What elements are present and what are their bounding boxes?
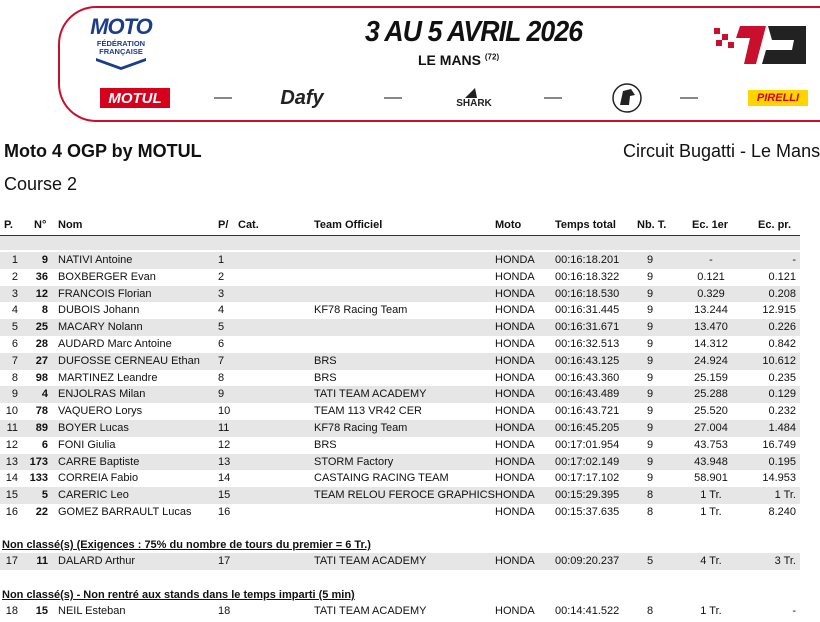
- cell-team: TATI TEAM ACADEMY: [314, 555, 427, 567]
- cell-name: AUDARD Marc Antoine: [58, 338, 172, 350]
- cell-pos: 14: [5, 472, 18, 485]
- cell-name: CORREIA Fabio: [58, 472, 139, 485]
- cell-pos: 2: [11, 270, 18, 283]
- cell-moto: HONDA: [495, 455, 535, 468]
- cell-laps: 9: [646, 438, 654, 451]
- cell-gap-first: 58.901: [694, 472, 728, 485]
- cell-gap-prev: 0.226: [768, 321, 796, 334]
- cell-gap-prev: 1 Tr.: [774, 489, 796, 502]
- cell-num: 22: [35, 506, 48, 518]
- cell-laps: 8: [646, 506, 654, 518]
- cell-gap-first: -: [709, 254, 713, 266]
- cell-num: 9: [41, 254, 48, 266]
- cell-gap-prev: 10.612: [762, 354, 796, 367]
- cell-name: DUFOSSE CERNEAU Ethan: [58, 354, 200, 367]
- cell-laps: 9: [646, 254, 654, 266]
- col-name: Nom: [58, 219, 83, 231]
- table-row: [0, 386, 800, 403]
- cell-pos: 8: [11, 371, 18, 384]
- cell-gap-prev: 0.121: [768, 270, 796, 283]
- cell-p: 7: [218, 354, 225, 367]
- motul-logo: MOTUL: [100, 88, 170, 108]
- cell-laps: 9: [646, 388, 654, 401]
- col-laps: Nb. T.: [637, 219, 667, 231]
- cell-moto: HONDA: [495, 405, 535, 418]
- ffm-chevron-icon: [96, 58, 146, 70]
- cell-gap-prev: -: [792, 254, 796, 266]
- cell-pos: 9: [11, 388, 18, 401]
- cell-name: VAQUERO Lorys: [58, 405, 143, 418]
- cell-time: 00:16:31.445: [555, 304, 620, 317]
- race-title: Moto 4 OGP by MOTUL: [4, 141, 202, 161]
- cell-moto: HONDA: [495, 254, 535, 266]
- table-header: [0, 219, 800, 233]
- cell-pos: 16: [5, 506, 18, 518]
- cell-team: KF78 Racing Team: [314, 304, 408, 317]
- cell-num: 36: [35, 270, 48, 283]
- cell-num: 5: [41, 489, 48, 502]
- shark-logo: [448, 84, 500, 112]
- col-moto: Moto: [495, 219, 522, 231]
- cell-gap-first: 0.329: [697, 287, 725, 300]
- cell-p: 1: [218, 254, 225, 266]
- cell-pos: 13: [5, 455, 18, 468]
- cell-name: ENJOLRAS Milan: [58, 388, 146, 401]
- non-classified-title: Non classé(s) (Exigences : 75% du nombre de tours du premier = 6 Tr.): [2, 539, 371, 551]
- cell-gap-first: 1 Tr.: [700, 489, 722, 502]
- cell-laps: 9: [646, 405, 654, 418]
- cell-gap-first: 1 Tr.: [700, 605, 722, 617]
- cell-laps: 5: [646, 555, 654, 567]
- cell-team: STORM Factory: [314, 455, 394, 468]
- cell-num: 173: [29, 455, 48, 468]
- cell-team: TEAM RELOU FEROCE GRAPHICS: [314, 489, 495, 502]
- cell-gap-first: 13.244: [694, 304, 728, 317]
- cell-time: 00:17:02.149: [555, 455, 620, 468]
- cell-gap-first: 43.753: [694, 438, 728, 451]
- divider: [384, 97, 402, 99]
- cell-p: 9: [218, 388, 225, 401]
- cell-p: 3: [218, 287, 225, 300]
- col-gap-first: Ec. 1er: [692, 219, 729, 231]
- cell-p: 12: [218, 438, 231, 451]
- horse-head-icon: [611, 83, 643, 113]
- dafy-logo: Dafy: [280, 86, 324, 109]
- cell-laps: 9: [646, 371, 654, 384]
- header-banner: [0, 0, 800, 125]
- cell-gap-first: 1 Tr.: [700, 506, 722, 518]
- cell-moto: HONDA: [495, 354, 535, 367]
- cell-gap-first: 4 Tr.: [700, 555, 722, 567]
- table-row: [0, 470, 800, 487]
- table-row: [0, 420, 800, 437]
- cell-laps: 9: [646, 287, 654, 300]
- cell-time: 00:16:31.671: [555, 321, 620, 334]
- cell-name: DALARD Arthur: [58, 555, 136, 567]
- cell-name: BOYER Lucas: [58, 422, 129, 434]
- cell-name: DUBOIS Johann: [58, 304, 140, 317]
- cell-team: CASTAING RACING TEAM: [314, 472, 449, 485]
- cell-moto: HONDA: [495, 506, 535, 518]
- table-row: [0, 403, 800, 420]
- col-time: Temps total: [555, 219, 616, 231]
- cell-pos: 18: [5, 605, 18, 617]
- cell-name: NATIVI Antoine: [58, 254, 133, 266]
- cell-num: 98: [35, 371, 48, 384]
- cell-pos: 5: [11, 321, 18, 334]
- cell-gap-prev: 3 Tr.: [774, 555, 796, 567]
- cell-p: 16: [218, 506, 231, 518]
- cell-name: FRANCOIS Florian: [58, 287, 152, 300]
- cell-gap-prev: 0.842: [768, 338, 796, 350]
- cell-time: 00:16:43.125: [555, 354, 620, 367]
- table-row: [0, 603, 800, 620]
- cell-p: 10: [218, 405, 231, 418]
- cell-p: 11: [218, 422, 230, 434]
- cell-moto: HONDA: [495, 605, 535, 617]
- cell-laps: 9: [646, 354, 654, 367]
- cell-team: BRS: [314, 354, 337, 367]
- cell-gap-first: 25.159: [694, 371, 728, 384]
- cell-moto: HONDA: [495, 472, 535, 485]
- cell-laps: 9: [646, 422, 654, 434]
- col-pos: P.: [4, 219, 13, 231]
- cell-time: 00:16:18.322: [555, 270, 620, 283]
- cell-pos: 6: [11, 338, 18, 350]
- cell-num: 8: [41, 304, 48, 317]
- cell-gap-first: 0.121: [697, 270, 725, 283]
- cell-time: 00:15:29.395: [555, 489, 620, 502]
- cell-moto: HONDA: [495, 371, 535, 384]
- cell-laps: 8: [646, 489, 654, 502]
- cell-gap-prev: 0.235: [768, 371, 796, 384]
- cell-name: NEIL Esteban: [58, 605, 126, 617]
- cell-moto: HONDA: [495, 304, 535, 317]
- cell-time: 00:16:18.530: [555, 287, 620, 300]
- cell-time: 00:15:37.635: [555, 506, 620, 518]
- table-row: [0, 437, 800, 454]
- circuit-name: Circuit Bugatti - Le Mans: [623, 141, 820, 161]
- cell-laps: 9: [646, 455, 654, 468]
- cell-time: 00:14:41.522: [555, 605, 620, 617]
- table-row: [0, 487, 800, 504]
- cell-team: BRS: [314, 371, 337, 384]
- cell-moto: HONDA: [495, 489, 535, 502]
- cell-pos: 12: [5, 438, 18, 451]
- ffm-logo-text: MOTO: [90, 14, 152, 39]
- cell-team: TATI TEAM ACADEMY: [314, 388, 427, 401]
- cell-time: 00:16:43.721: [555, 405, 620, 418]
- cell-num: 89: [35, 422, 48, 434]
- cell-name: MACARY Nolann: [58, 321, 143, 334]
- cell-gap-prev: 0.129: [768, 388, 796, 401]
- cell-team: TATI TEAM ACADEMY: [314, 605, 427, 617]
- table-row: [0, 302, 800, 319]
- nuts-logo: [610, 84, 644, 112]
- cell-num: 12: [35, 287, 48, 300]
- col-cat: Cat.: [238, 219, 259, 231]
- cell-laps: 8: [646, 605, 654, 617]
- cell-pos: 10: [5, 405, 18, 418]
- cell-p: 15: [218, 489, 231, 502]
- divider: [214, 97, 232, 99]
- col-gap-prev: Ec. pr.: [758, 219, 792, 231]
- cell-moto: HONDA: [495, 287, 535, 300]
- cell-name: GOMEZ BARRAULT Lucas: [58, 506, 192, 518]
- table-row: [0, 319, 800, 336]
- cell-pos: 11: [6, 422, 18, 434]
- ffm-logo-subtitle: [84, 40, 158, 56]
- cell-p: 6: [218, 338, 225, 350]
- cell-team: BRS: [314, 438, 337, 451]
- table-row: [0, 454, 800, 471]
- cell-num: 15: [35, 605, 48, 617]
- cell-gap-prev: 0.208: [768, 287, 796, 300]
- cell-p: 13: [218, 455, 231, 468]
- cell-pos: 7: [11, 354, 18, 367]
- event-place-dept: (72): [484, 52, 500, 62]
- divider: [544, 97, 562, 99]
- cell-gap-first: 13.470: [694, 321, 728, 334]
- cell-laps: 9: [646, 304, 654, 317]
- cell-name: FONI Giulia: [58, 438, 116, 451]
- spacer-row: [0, 236, 800, 250]
- cell-moto: HONDA: [495, 321, 535, 334]
- cell-time: 00:09:20.237: [555, 555, 620, 567]
- cell-time: 00:16:43.489: [555, 388, 620, 401]
- cell-num: 25: [35, 321, 48, 334]
- pirelli-logo: PIRELLI: [748, 90, 808, 106]
- cell-gap-prev: 16.749: [762, 438, 796, 451]
- cell-team: KF78 Racing Team: [314, 422, 408, 434]
- cell-time: 00:16:32.513: [555, 338, 620, 350]
- cell-gap-prev: 12.915: [762, 304, 796, 317]
- cell-gap-first: 43.948: [694, 455, 728, 468]
- ffm-logo-sub2: FRANÇAISE: [99, 47, 143, 56]
- shark-fin-icon: [463, 88, 485, 98]
- cell-num: 133: [29, 472, 48, 485]
- cell-laps: 9: [646, 472, 654, 485]
- cell-p: 2: [218, 270, 225, 283]
- divider: [680, 97, 698, 99]
- cell-moto: HONDA: [495, 270, 535, 283]
- cell-pos: 4: [11, 304, 18, 317]
- pit-section-title: Non classé(s) - Non rentré aux stands dans le temps imparti (5 min): [2, 589, 355, 601]
- shark-logo-text: SHARK: [456, 97, 492, 109]
- cell-gap-prev: 1.484: [768, 422, 796, 434]
- cell-moto: HONDA: [495, 388, 535, 401]
- cell-gap-prev: 8.240: [768, 506, 796, 518]
- table-row: [0, 286, 800, 303]
- cell-p: 8: [218, 371, 225, 384]
- cell-p: 18: [218, 605, 231, 617]
- cell-num: 27: [35, 354, 48, 367]
- cell-moto: HONDA: [495, 555, 535, 567]
- cell-gap-prev: 0.195: [768, 455, 796, 468]
- sponsor-strip: [100, 84, 800, 114]
- col-num: N°: [34, 219, 47, 231]
- cell-name: BOXBERGER Evan: [58, 270, 156, 283]
- table-row: [0, 269, 800, 286]
- cell-gap-prev: 0.232: [768, 405, 796, 418]
- cell-team: TEAM 113 VR42 CER: [314, 405, 423, 418]
- cell-time: 00:17:01.954: [555, 438, 620, 451]
- cell-time: 00:16:18.201: [555, 254, 620, 266]
- cell-num: 28: [35, 338, 48, 350]
- cell-gap-first: 14.312: [694, 338, 728, 350]
- cell-p: 17: [218, 555, 231, 567]
- cell-laps: 9: [646, 321, 654, 334]
- cell-time: 00:16:45.205: [555, 422, 620, 434]
- cell-time: 00:17:17.102: [555, 472, 620, 485]
- cell-gap-first: 24.924: [694, 354, 728, 367]
- course-label: Course 2: [4, 174, 78, 194]
- cell-pos: 15: [5, 489, 18, 502]
- cell-num: 6: [41, 438, 48, 451]
- table-row: [0, 553, 800, 570]
- cell-time: 00:16:43.360: [555, 371, 620, 384]
- cell-gap-prev: -: [792, 605, 796, 617]
- cell-laps: 9: [646, 338, 654, 350]
- cell-num: 4: [41, 388, 48, 401]
- table-row: [0, 504, 800, 521]
- cell-name: CARERIC Leo: [58, 489, 129, 502]
- cell-pos: 1: [11, 254, 18, 266]
- table-row: [0, 353, 800, 370]
- cell-name: CARRE Baptiste: [58, 455, 140, 468]
- ffm-logo-sub1: FÉDÉRATION: [96, 39, 146, 48]
- cell-moto: HONDA: [495, 438, 535, 451]
- cell-pos: 17: [5, 555, 18, 567]
- cell-moto: HONDA: [495, 422, 535, 434]
- event-place-name: LE MANS: [418, 52, 481, 68]
- table-row: [0, 336, 800, 353]
- cell-laps: 9: [646, 270, 654, 283]
- cell-p: 14: [218, 472, 231, 485]
- ogp-logo-icon: [706, 14, 806, 70]
- col-p: P/: [218, 219, 229, 231]
- col-team: Team Officiel: [314, 219, 383, 231]
- cell-gap-first: 25.520: [694, 405, 728, 418]
- cell-name: MARTINEZ Leandre: [58, 371, 158, 384]
- cell-gap-prev: 14.953: [762, 472, 796, 485]
- cell-gap-first: 25.288: [694, 388, 728, 401]
- cell-gap-first: 27.004: [694, 422, 728, 434]
- event-date: 3 AU 5 AVRIL 2026: [365, 16, 583, 48]
- table-row: [0, 370, 800, 387]
- cell-num: 11: [36, 555, 48, 567]
- cell-num: 78: [35, 405, 48, 418]
- table-row: [0, 252, 800, 269]
- event-place: [418, 52, 499, 68]
- cell-p: 4: [218, 304, 225, 317]
- cell-pos: 3: [11, 287, 18, 300]
- cell-moto: HONDA: [495, 338, 535, 350]
- cell-p: 5: [218, 321, 225, 334]
